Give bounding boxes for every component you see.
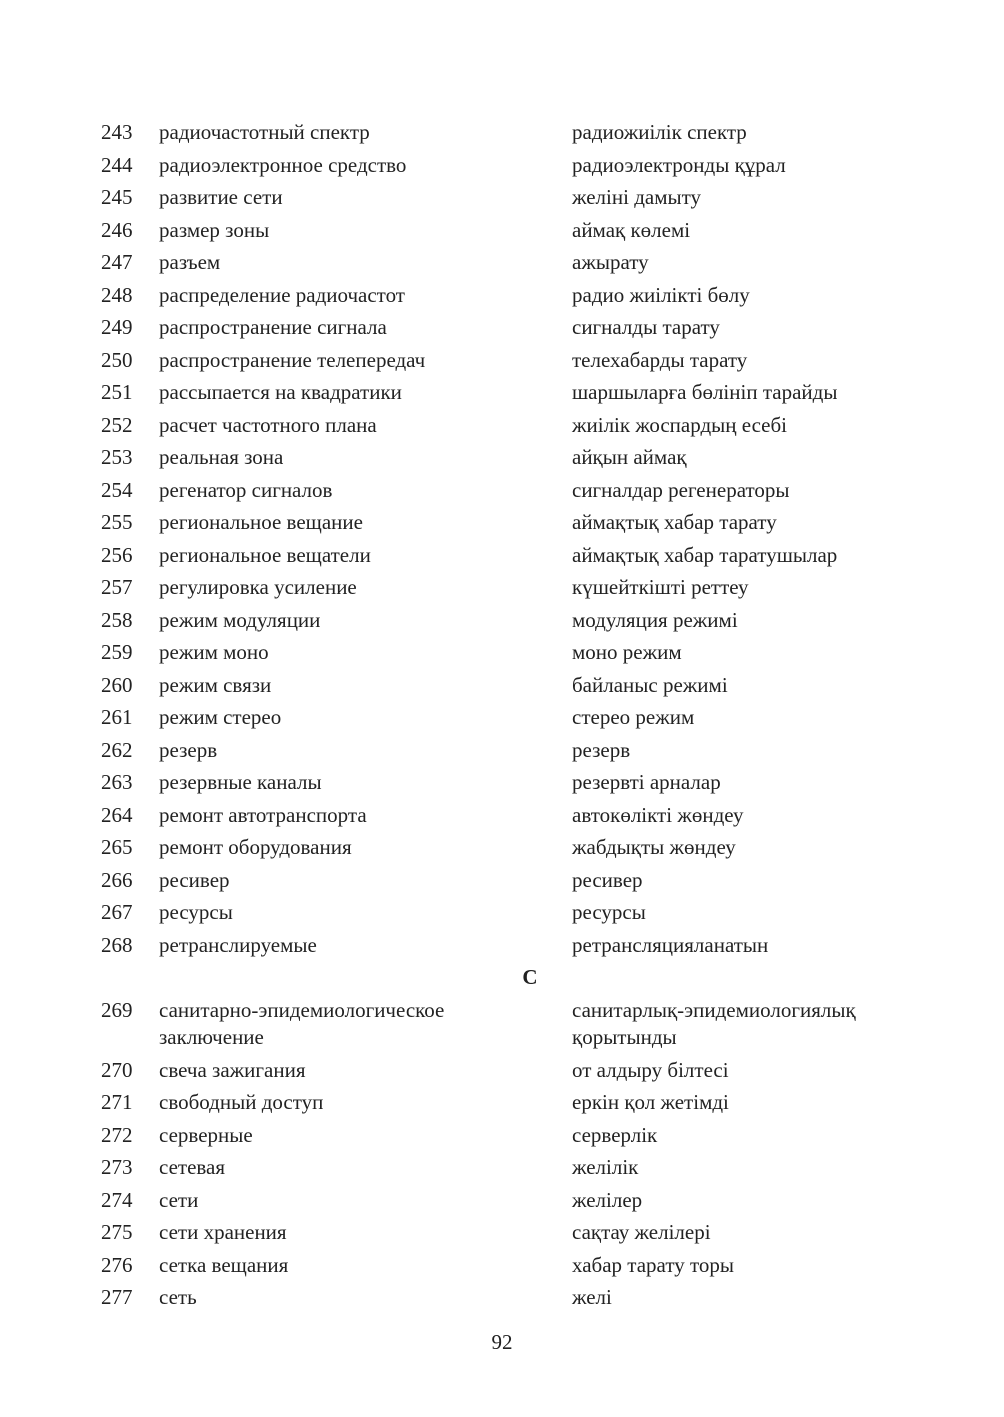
glossary-row [0, 1054, 1004, 1087]
kazakh-term: моно режим [572, 640, 682, 664]
kazakh-term: санитарлық-эпидемиологиялық қорытынды [572, 997, 856, 1049]
russian-term: режим моно [159, 640, 269, 664]
russian-term: свеча зажигания [159, 1057, 306, 1082]
term-number: 244 [101, 152, 133, 177]
kazakh-term: ресивер [572, 867, 643, 892]
term-number: 258 [101, 607, 133, 632]
russian-term: реальная зона [159, 445, 284, 469]
term-number: 273 [101, 1155, 133, 1179]
kazakh-term: автокөлікті жөндеу [572, 802, 744, 827]
kazakh-term: резерв [572, 737, 631, 762]
glossary-row [0, 1281, 1004, 1314]
term-number: 250 [101, 347, 133, 372]
term-number: 248 [101, 282, 133, 307]
term-number: 260 [101, 672, 133, 697]
kazakh-term: стерео режим [572, 705, 695, 729]
term-number: 246 [101, 217, 133, 242]
glossary-row [0, 1151, 1004, 1184]
kazakh-term: сигналды тарату [572, 315, 720, 339]
term-number: 252 [101, 412, 133, 437]
glossary-row [0, 734, 1004, 767]
kazakh-term: сақтау желілері [572, 1220, 711, 1244]
russian-term: режим связи [159, 672, 272, 697]
glossary-row [0, 896, 1004, 929]
glossary-row [0, 376, 1004, 409]
term-number: 243 [101, 120, 133, 144]
russian-term: региональное вещание [159, 510, 363, 534]
russian-term: рассыпается на квадратики [159, 380, 402, 404]
glossary-row [0, 279, 1004, 312]
russian-term: сетевая [159, 1155, 226, 1179]
kazakh-term: күшейткішті реттеу [572, 575, 749, 599]
kazakh-term: ажырату [572, 250, 649, 274]
russian-term: радиочастотный спектр [159, 120, 370, 144]
russian-term: регенатор сигналов [159, 477, 333, 502]
kazakh-term: телехабарды тарату [572, 347, 748, 372]
russian-term: ресурсы [159, 900, 233, 924]
kazakh-term: желілік [572, 1155, 639, 1179]
term-number: 265 [101, 835, 133, 859]
term-number: 245 [101, 185, 133, 209]
term-number: 253 [101, 445, 133, 469]
term-number: 264 [101, 802, 133, 827]
glossary-row [0, 636, 1004, 669]
term-number: 256 [101, 542, 133, 567]
glossary-row [0, 311, 1004, 344]
glossary-row [0, 409, 1004, 442]
term-number: 247 [101, 250, 133, 274]
kazakh-term: ретрансляцияланатын [572, 932, 769, 957]
russian-term: ретранслируемые [159, 932, 317, 957]
term-number: 259 [101, 640, 133, 664]
kazakh-term: аймақтық хабар таратушылар [572, 542, 838, 567]
term-number: 272 [101, 1122, 133, 1147]
glossary-row [0, 994, 1004, 1054]
term-number: 251 [101, 380, 133, 404]
russian-term: расчет частотного плана [159, 412, 377, 437]
russian-term: размер зоны [159, 217, 270, 242]
russian-term: распространение телепередач [159, 347, 426, 372]
russian-term: резерв [159, 737, 218, 762]
kazakh-term: желілер [572, 1187, 643, 1212]
glossary-row [0, 604, 1004, 637]
kazakh-term: еркін қол жетімді [572, 1090, 729, 1114]
russian-term: резервные каналы [159, 770, 322, 794]
term-number: 262 [101, 737, 133, 762]
glossary-row [0, 116, 1004, 149]
kazakh-term: жиілік жоспардың есебі [572, 412, 788, 437]
glossary-row [0, 799, 1004, 832]
term-number: 274 [101, 1187, 133, 1212]
russian-term: регулировка усиление [159, 575, 357, 599]
russian-term: серверные [159, 1122, 253, 1147]
russian-term: распространение сигнала [159, 315, 387, 339]
kazakh-term: айқын аймақ [572, 445, 687, 469]
kazakh-term: шаршыларға бөлініп тарайды [572, 380, 838, 404]
glossary-row [0, 539, 1004, 572]
glossary-row [0, 571, 1004, 604]
kazakh-term: радио жиілікті бөлу [572, 282, 750, 307]
kazakh-term: байланыс режимі [572, 672, 728, 697]
kazakh-term: серверлік [572, 1122, 658, 1147]
glossary-row [0, 929, 1004, 962]
russian-term: сети [159, 1187, 199, 1212]
russian-term: свободный доступ [159, 1090, 324, 1114]
glossary-row [0, 864, 1004, 897]
russian-term: развитие сети [159, 185, 283, 209]
glossary-row [0, 246, 1004, 279]
glossary-row [0, 344, 1004, 377]
section-letter-heading: С [522, 965, 538, 989]
kazakh-term: желі [572, 1285, 612, 1309]
russian-term: ремонт оборудования [159, 835, 352, 859]
term-number: 257 [101, 575, 133, 599]
term-number: 271 [101, 1090, 133, 1114]
kazakh-term: от алдыру білтесі [572, 1057, 729, 1082]
kazakh-term: аймақ көлемі [572, 217, 691, 242]
glossary-row [0, 506, 1004, 539]
kazakh-term: модуляция режимі [572, 607, 738, 632]
term-number: 263 [101, 770, 133, 794]
glossary-row [0, 831, 1004, 864]
glossary-row [0, 214, 1004, 247]
russian-term: сети хранения [159, 1220, 287, 1244]
glossary-row [0, 181, 1004, 214]
russian-term: санитарно-эпидемиологическое заключение [159, 997, 445, 1049]
term-number: 255 [101, 510, 133, 534]
term-number: 254 [101, 477, 133, 502]
glossary-block-s [0, 994, 1004, 1314]
glossary-row [0, 1184, 1004, 1217]
glossary-row [0, 1086, 1004, 1119]
glossary-row [0, 1216, 1004, 1249]
russian-term: радиоэлектронное средство [159, 152, 407, 177]
kazakh-term: радиоэлектронды құрал [572, 152, 786, 177]
kazakh-term: радиожиілік спектр [572, 120, 747, 144]
russian-term: сетка вещания [159, 1252, 289, 1277]
term-number: 275 [101, 1220, 133, 1244]
russian-term: разъем [159, 250, 221, 274]
term-number: 277 [101, 1285, 133, 1309]
term-number: 269 [101, 997, 133, 1022]
kazakh-term: желіні дамыту [572, 185, 701, 209]
russian-term: сеть [159, 1285, 197, 1309]
russian-term: региональное вещатели [159, 542, 371, 567]
term-number: 267 [101, 900, 133, 924]
russian-term: режим стерео [159, 705, 282, 729]
russian-term: режим модуляции [159, 607, 321, 632]
term-number: 261 [101, 705, 133, 729]
kazakh-term: аймақтық хабар тарату [572, 510, 777, 534]
kazakh-term: ресурсы [572, 900, 646, 924]
term-number: 266 [101, 867, 133, 892]
term-number: 249 [101, 315, 133, 339]
glossary-row [0, 766, 1004, 799]
kazakh-term: резервті арналар [572, 770, 721, 794]
glossary-row [0, 441, 1004, 474]
glossary [0, 116, 1004, 1314]
glossary-block-r [0, 116, 1004, 961]
glossary-row [0, 701, 1004, 734]
kazakh-term: жабдықты жөндеу [572, 835, 736, 859]
page-number: 92 [491, 1330, 513, 1354]
glossary-row [0, 474, 1004, 507]
term-number: 268 [101, 932, 133, 957]
glossary-row [0, 669, 1004, 702]
term-number: 270 [101, 1057, 133, 1082]
kazakh-term: хабар тарату торы [572, 1252, 734, 1277]
glossary-row [0, 1119, 1004, 1152]
russian-term: ресивер [159, 867, 230, 892]
russian-term: распределение радиочастот [159, 282, 405, 307]
glossary-row [0, 149, 1004, 182]
term-number: 276 [101, 1252, 133, 1277]
russian-term: ремонт автотранспорта [159, 802, 367, 827]
glossary-row [0, 1249, 1004, 1282]
kazakh-term: сигналдар регенераторы [572, 477, 790, 502]
